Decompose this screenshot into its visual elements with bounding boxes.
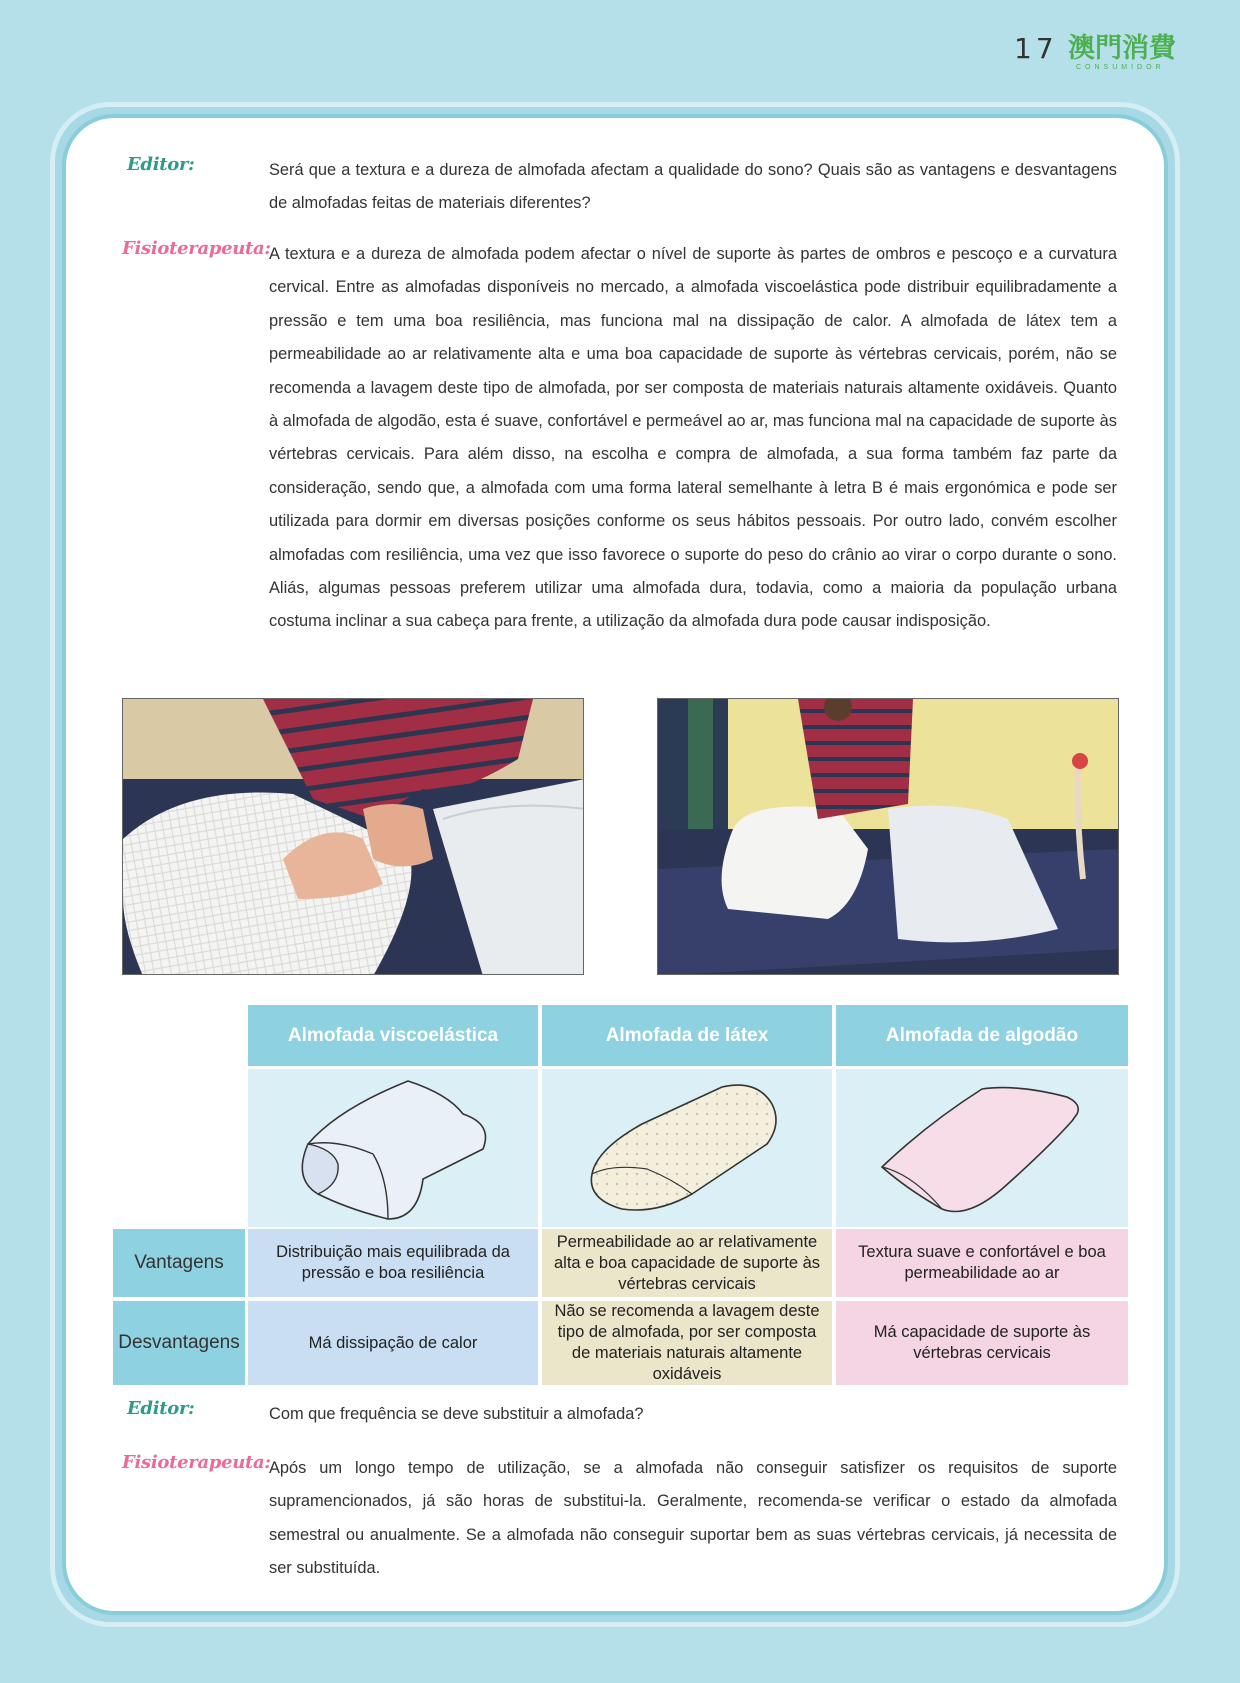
editor-label: Editor: [127, 154, 195, 175]
advantage-viscoelastic: Distribuição mais equilibrada da pressão e boa resiliência [248, 1229, 538, 1297]
consumidor-logo [1068, 34, 1186, 76]
viscoelastic-pillow-illustration [248, 1069, 538, 1227]
physiotherapist-label: Fisioterapeuta: [122, 238, 271, 259]
row-header-advantages: Vantagens [113, 1229, 245, 1297]
qa-physio-answer-1 [122, 238, 1117, 639]
disadvantage-latex: Não se recomenda a lavagem deste tipo de almofada, por ser composta de materiais naturais altamente oxidáveis [542, 1301, 832, 1385]
disadvantage-cotton: Má capacidade de suporte às vértebras cervicais [836, 1301, 1128, 1385]
row-header-disadvantages: Desvantagens [113, 1301, 245, 1385]
cotton-pillow-illustration [836, 1069, 1128, 1227]
physiotherapist-answer-text: Após um longo tempo de utilização, se a almofada não conseguir satisfizer os requisitos de suporte supramencionados, já são horas de substitui-la. Geralmente, recomenda-se verificar o estado da almofada semestral ou anualmente. Se a almofada não conseguir suportar bem as suas vértebras cervicais, já necessita de ser substituída. [269, 1459, 1117, 1578]
photo-pillows-on-bed [657, 698, 1119, 975]
latex-pillow-illustration [542, 1069, 832, 1227]
column-header-cotton: Almofada de algodão [836, 1005, 1128, 1066]
column-header-viscoelastic: Almofada viscoelástica [248, 1005, 538, 1066]
qa-editor-question-1 [122, 154, 1117, 221]
logo-main-text: 澳門消費 [1068, 33, 1176, 64]
disadvantage-viscoelastic: Má dissipação de calor [248, 1301, 538, 1385]
editor-question-text: Será que a textura e a dureza de almofada afectam a qualidade do sono? Quais são as vantagens e desvantagens de almofadas feitas de materiais diferentes? [269, 161, 1117, 213]
column-header-latex: Almofada de látex [542, 1005, 832, 1066]
logo-sub-text: CONSUMIDOR [1076, 64, 1165, 71]
editor-label: Editor: [127, 1398, 195, 1419]
advantage-cotton: Textura suave e confortável e boa permeabilidade ao ar [836, 1229, 1128, 1297]
physiotherapist-label: Fisioterapeuta: [122, 1452, 271, 1473]
qa-editor-question-2 [122, 1398, 1117, 1431]
page-number: 17 [1014, 32, 1058, 65]
advantage-latex: Permeabilidade ao ar relativamente alta e boa capacidade de suporte às vértebras cervicais [542, 1229, 832, 1297]
photo-pressing-pillow [122, 698, 584, 975]
qa-physio-answer-2 [122, 1452, 1117, 1586]
physiotherapist-answer-text: A textura e a dureza de almofada podem afectar o nível de suporte às partes de ombros e pescoço e a curvatura cervical. Entre as almofadas disponíveis no mercado, a almofada viscoelástica pode distribuir equilibradamente a pressão e tem uma boa resiliência, mas funciona mal na dissipação de calor. A almofada de látex tem a permeabilidade ao ar relativamente alta e uma boa capacidade de suporte às vértebras cervicais, porém, não se recomenda a lavagem deste tipo de almofada, por ser composta de materiais naturais altamente oxidáveis. Quanto à almofada de algodão, esta é suave, confortável e permeável ao ar, mas funciona mal na capacidade de suporte às vértebras cervicais. Para além disso, na escolha e compra de almofada, a sua forma também faz parte da consideração, sendo que, a almofada com uma forma lateral semelhante à letra B é mais ergonómica e pode ser utilizada para dormir em diversas posições conforme os seus hábitos pessoais. Por outro lado, convém escolher almofadas com resiliência, uma vez que isso favorece o suporte do peso do crânio ao virar o corpo durante o sono. Aliás, algumas pessoas preferem utilizar uma almofada dura, todavia, como a maioria da população urbana costuma inclinar a sua cabeça para frente, a utilização da almofada dura pode causar indisposição. [269, 245, 1117, 631]
editor-question-text: Com que frequência se deve substituir a almofada? [269, 1405, 644, 1423]
